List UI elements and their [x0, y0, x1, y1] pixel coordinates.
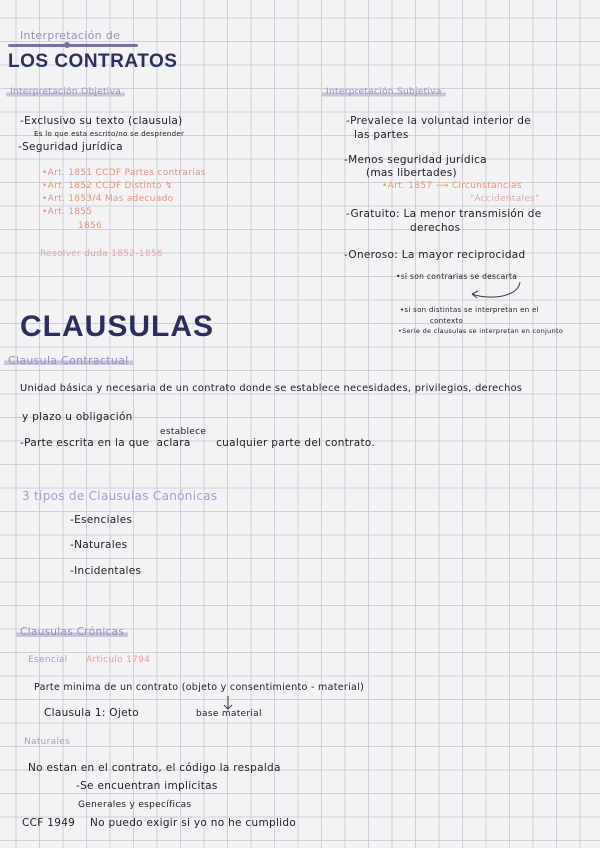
curve-arrow-icon — [468, 280, 528, 304]
subjetiva-line1: -Prevalece la voluntad interior de — [346, 115, 531, 127]
base-material-label: base material — [196, 709, 262, 719]
objetiva-line1: -Exclusivo su texto (clausula) — [20, 115, 183, 127]
tipo-naturales: -Naturales — [70, 539, 128, 551]
title-underline — [8, 44, 138, 47]
subjetiva-gratuito-b: derechos — [410, 222, 461, 234]
objetiva-resolver: Resolver duda 1852-1856 — [40, 249, 163, 259]
subjetiva-note2: •si son distintas se interpretan en el — [400, 306, 539, 314]
objetiva-art5: 1856 — [78, 221, 103, 231]
page-subtitle: Interpretación de — [20, 29, 121, 42]
naturales-line2: -Se encuentran implicitas — [76, 780, 218, 792]
subjetiva-art-b: "Accidentales" — [470, 194, 540, 204]
esencial-label: Esencial — [28, 655, 68, 665]
articulo-label: Articulo 1794 — [86, 655, 151, 665]
clausulas-title: CLAUSULAS — [20, 310, 214, 343]
clausula-part: -Parte escrita en la que aclara cualquier parte del contrato. — [20, 437, 376, 449]
objetiva-heading: Interpretación Objetiva — [6, 88, 125, 98]
objetiva-art1: •Art. 1851 CCDF Partes contrarias — [42, 168, 206, 178]
ccf-text: No puedo exigir si yo no he cumplido — [90, 817, 297, 829]
subjetiva-line1b: las partes — [354, 129, 409, 141]
objetiva-line3: -Seguridad jurídica — [18, 141, 123, 153]
subjetiva-oneroso: -Oneroso: La mayor reciprocidad — [344, 249, 526, 261]
objetiva-art3: •Art. 1853/4 Mas adecuado — [42, 194, 174, 204]
objetiva-art4: •Art. 1855 — [42, 207, 93, 217]
naturales-heading: Naturales — [24, 737, 71, 747]
subjetiva-line2: -Menos seguridad jurídica — [344, 154, 487, 166]
subjetiva-heading: Interpretación Subjetiva — [322, 88, 446, 98]
clausula-contractual-heading: Clausula Contractual — [4, 355, 133, 367]
clausula1-label: Clausula 1: Ojeto — [44, 707, 139, 719]
subjetiva-note2b: contexto — [430, 317, 464, 325]
subjetiva-note3: •Serie de clausulas se interpretan en conjunto — [398, 327, 564, 335]
subjetiva-note1: •si son contrarias se descarta — [396, 272, 518, 281]
tipo-incidentales: -Incidentales — [70, 565, 142, 577]
tipo-esenciales: -Esenciales — [70, 514, 133, 526]
clausula-def2: y plazo u obligación — [22, 411, 133, 423]
cronicas-heading: Clausulas Crónicas — [16, 627, 128, 639]
objetiva-art2: •Art. 1852 CCDF Distinto ↯ — [42, 181, 173, 191]
title-dot — [64, 42, 70, 48]
subjetiva-art: •Art. 1857 ⟶ Circunstancias — [382, 181, 522, 191]
subjetiva-line2b: (mas libertades) — [366, 167, 457, 179]
ccf-label: CCF 1949 — [22, 817, 76, 829]
objetiva-line2: Es lo que esta escrito/no se desprender — [34, 130, 185, 138]
page-title: LOS CONTRATOS — [8, 51, 178, 72]
clausula-def1: Unidad básica y necesaria de un contrato donde se establece necesidades, privilegios, derechos — [20, 383, 523, 394]
tipos-heading: 3 tipos de Clausulas Canónicas — [22, 489, 218, 503]
subjetiva-gratuito: -Gratuito: La menor transmisión de — [346, 208, 542, 220]
esencial-text: Parte minima de un contrato (objeto y consentimiento - material) — [34, 682, 365, 693]
naturales-line3: Generales y específicas — [78, 800, 192, 810]
naturales-line1: No estan en el contrato, el código la respalda — [28, 762, 281, 774]
clausula-part-note: establece — [160, 427, 207, 437]
